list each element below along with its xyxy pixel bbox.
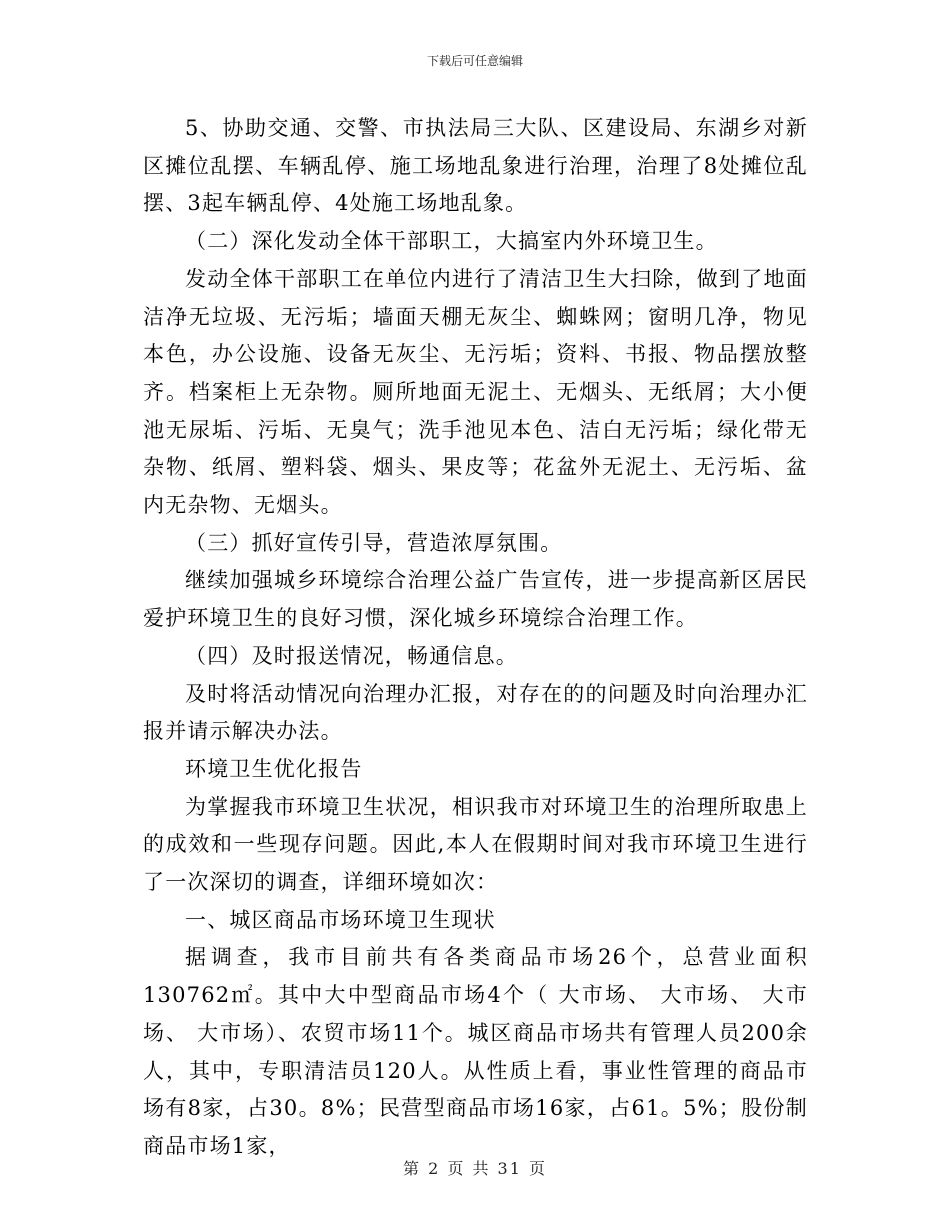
section-heading-publicity: （三）抓好宣传引导，营造浓厚氛围。 bbox=[185, 530, 563, 555]
page-footer: 第 2 页 共 31 页 bbox=[403, 1159, 547, 1178]
paragraph-reporting: 及时将活动情况向治理办汇报，对存在的的问题及时向治理办汇报并请示解决办法。 bbox=[143, 681, 808, 744]
report-title: 环境卫生优化报告 bbox=[185, 756, 363, 781]
section-heading-reporting: （四）及时报送情况，畅通信息。 bbox=[185, 643, 518, 668]
paragraph-market-status: 据调查，我市目前共有各类商品市场26个，总营业面积130762㎡。其中大中型商品市场4个（ 大市场、 大市场、 大市场、 大市场）、农贸市场11个。城区商品市场共有管理人员200余人，其中，专职清洁员120人。从性质上看，事业性管理的商品市场有8家，占30。8%；民营型商品市场16家，占61。5%；股份制商品市场1家， bbox=[143, 945, 808, 1158]
section-heading-market-status: 一、城区商品市场环境卫生现状 bbox=[185, 907, 496, 932]
page-header: 下载后可任意编辑 bbox=[426, 54, 523, 68]
paragraph-publicity: 继续加强城乡环境综合治理公益广告宣传，进一步提高新区居民爱护环境卫生的良好习惯，深化城乡环境综合治理工作。 bbox=[143, 568, 808, 631]
paragraph-traffic-coordination: 5、协助交通、交警、市执法局三大队、区建设局、东湖乡对新区摊位乱摆、车辆乱停、施工场地乱象进行治理，治理了8处摊位乱摆、3起车辆乱停、4处施工场地乱象。 bbox=[143, 116, 808, 216]
section-heading-cleaning: （二）深化发动全体干部职工，大搞室内外环境卫生。 bbox=[185, 229, 718, 254]
paragraph-cleaning: 发动全体干部职工在单位内进行了清洁卫生大扫除，做到了地面洁净无垃圾、无污垢；墙面天棚无灰尘、蜘蛛网；窗明几净，物见本色，办公设施、设备无灰尘、无污垢；资料、书报、物品摆放整齐。档案柜上无杂物。厕所地面无泥土、无烟头、无纸屑；大小便池无尿垢、污垢、无臭气；洗手池见本色、洁白无污垢；绿化带无杂物、纸屑、塑料袋、烟头、果皮等；花盆外无泥土、无污垢、盆内无杂物、无烟头。 bbox=[143, 266, 808, 518]
document-body bbox=[143, 110, 808, 1166]
paragraph-report-intro: 为掌握我市环境卫生状况，相识我市对环境卫生的治理所取患上的成效和一些现存问题。因此,本人在假期时间对我市环境卫生进行了一次深切的调查，详细环境如次： bbox=[143, 794, 808, 895]
